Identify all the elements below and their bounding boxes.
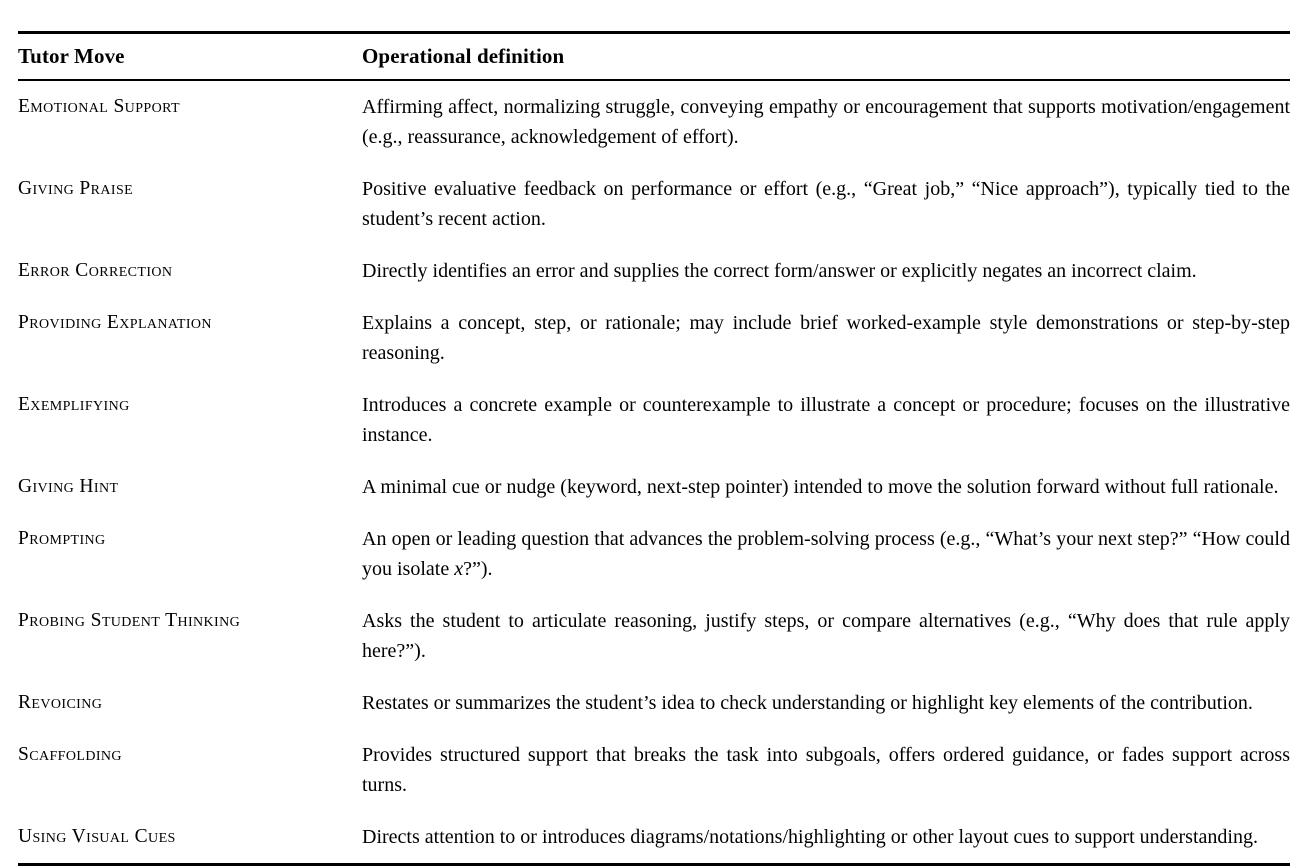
operational-definition-text: Provides structured support that breaks the task into subgoals, offers ordered guidance, or fades support across turns. xyxy=(362,744,1290,796)
tutor-move-label: Emotional Support xyxy=(18,96,180,117)
table-row xyxy=(18,461,1290,513)
tutor-move-label: Probing Student Thinking xyxy=(18,610,241,631)
tutor-move-label: Giving Praise xyxy=(18,178,134,199)
tutor-move-label: Error Correction xyxy=(18,260,173,281)
table-row xyxy=(18,163,1290,245)
table-row xyxy=(18,595,1290,677)
table-row xyxy=(18,379,1290,461)
tutor-move-label: Scaffolding xyxy=(18,744,122,765)
tutor-move-table xyxy=(18,34,1290,79)
tutor-move-label: Providing Explanation xyxy=(18,312,212,333)
tutor-move-label: Prompting xyxy=(18,528,106,549)
table-row xyxy=(18,81,1290,163)
table-row xyxy=(18,513,1290,595)
tutor-move-label: Revoicing xyxy=(18,692,103,713)
operational-definition-text: Positive evaluative feedback on performance or effort (e.g., “Great job,” “Nice approach”), typically tied to the student’s recent action. xyxy=(362,178,1290,230)
operational-definition-text: An open or leading question that advances the problem-solving process (e.g., “What’s your next step?” “How could you isolate x?”). xyxy=(362,528,1290,580)
table-row xyxy=(18,245,1290,297)
column-header-tutor-move: Tutor Move xyxy=(18,44,125,68)
tutor-move-table-body-wrapper xyxy=(18,81,1290,863)
operational-definition-text: Directs attention to or introduces diagrams/notations/highlighting or other layout cues to support understanding. xyxy=(362,826,1258,848)
table-body xyxy=(18,81,1290,863)
operational-definition-text: A minimal cue or nudge (keyword, next-step pointer) intended to move the solution forward without full rationale. xyxy=(362,476,1279,498)
operational-definition-text: Affirming affect, normalizing struggle, conveying empathy or encouragement that supports motivation/engagement (e.g., reassurance, acknowledgement of effort). xyxy=(362,96,1290,148)
table-row xyxy=(18,677,1290,729)
operational-definition-text: Explains a concept, step, or rationale; may include brief worked-example style demonstrations or step-by-step reasoning. xyxy=(362,312,1290,364)
tutor-move-label: Exemplifying xyxy=(18,394,130,415)
table-header xyxy=(18,34,1290,79)
table-row xyxy=(18,729,1290,811)
operational-definition-text: Directly identifies an error and supplies the correct form/answer or explicitly negates an incorrect claim. xyxy=(362,260,1197,282)
table-row xyxy=(18,811,1290,863)
operational-definition-text: Asks the student to articulate reasoning, justify steps, or compare alternatives (e.g., “Why does that rule apply here?”). xyxy=(362,610,1290,662)
table-row xyxy=(18,297,1290,379)
column-header-operational-definition: Operational definition xyxy=(362,44,565,68)
tutor-move-label: Using Visual Cues xyxy=(18,826,176,847)
table-header-row xyxy=(18,34,1290,79)
math-variable: x xyxy=(454,558,464,580)
tutor-move-table-container xyxy=(18,0,1290,866)
operational-definition-text: Restates or summarizes the student’s idea to check understanding or highlight key elements of the contribution. xyxy=(362,692,1253,714)
operational-definition-text: Introduces a concrete example or counterexample to illustrate a concept or procedure; focuses on the illustrative instance. xyxy=(362,394,1290,446)
tutor-move-label: Giving Hint xyxy=(18,476,119,497)
